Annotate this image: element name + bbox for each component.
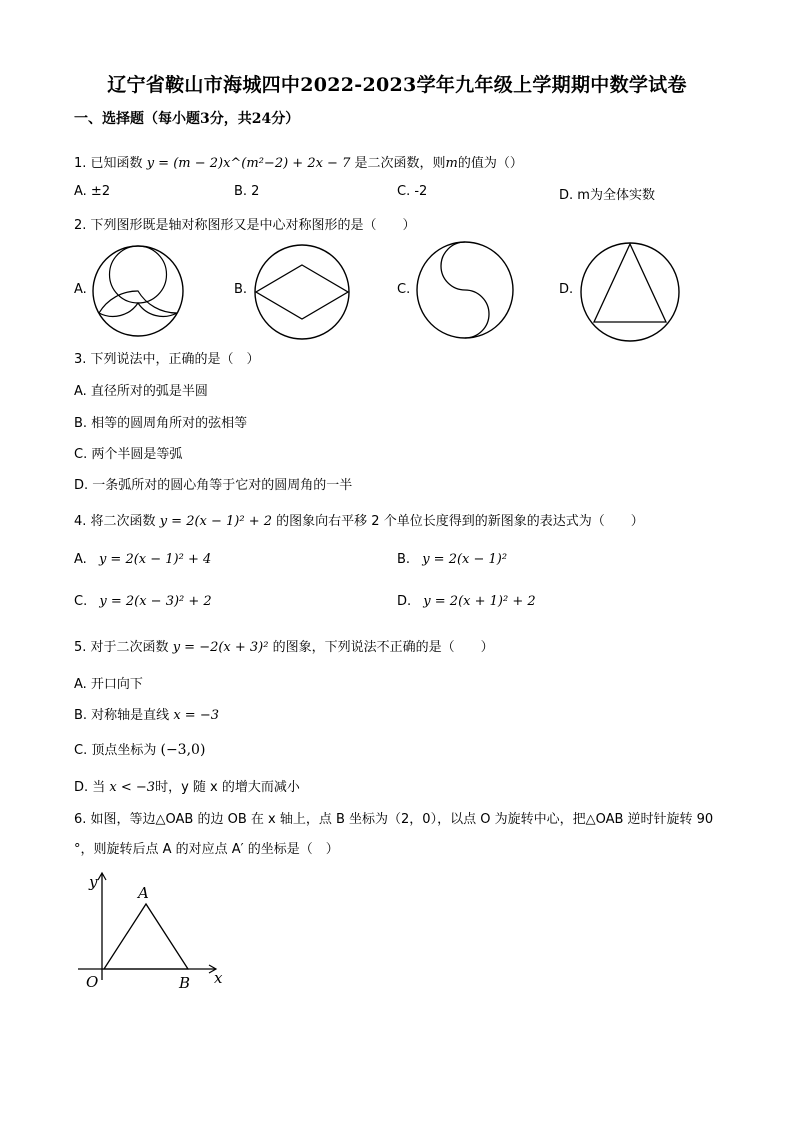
q4-option-b xyxy=(397,552,507,567)
triangle-oab xyxy=(104,904,188,969)
q4-option-a-label: A. xyxy=(74,552,87,567)
q4-option-a xyxy=(74,552,211,567)
q4-option-b-label: B. xyxy=(397,552,411,567)
question-6-line-1: 6. 如图，等边△OAB 的边 OB 在 x 轴上，点 B 坐标为（2，0），以点 O 为旋转中心，把△OAB 逆时针旋转 90 xyxy=(74,812,714,827)
section-heading: 一、选择题（每小题3分，共24分） xyxy=(74,111,300,127)
q5-option-b xyxy=(74,704,219,723)
q4-suffix: 的图象向右平移 2 个单位长度得到的新图象的表达式为（ ） xyxy=(276,514,644,529)
question-2: 2. 下列图形既是轴对称图形又是中心对称图形的是（ ） xyxy=(74,218,416,233)
point-b-label: B xyxy=(179,974,191,992)
q4-formula: y = 2(x − 1)² + 2 xyxy=(159,514,273,529)
question-5 xyxy=(74,636,494,655)
q5-option-d-math: x < −3 xyxy=(109,780,156,795)
q5-option-d xyxy=(74,776,300,795)
q5-option-a-label: A. 开口向下 xyxy=(74,677,143,692)
q5-option-b-label: B. 对称轴是直线 xyxy=(74,708,170,723)
q3-option-d: D. 一条弧所对的圆心角等于它对的圆周角的一半 xyxy=(74,478,353,493)
q1-option-a: A. ±2 xyxy=(74,184,111,199)
figure-rhombus xyxy=(252,242,352,342)
q4-option-c-label: C. xyxy=(74,594,88,609)
q3-option-c: C. 两个半圆是等弧 xyxy=(74,447,183,462)
page-title: 辽宁省鞍山市海城四中2022-2023学年九年级上学期期中数学试卷 xyxy=(107,74,687,96)
q5-option-a xyxy=(74,673,143,692)
q1-option-d: D. m为全体实数 xyxy=(559,188,655,203)
q5-formula: y = −2(x + 3)² xyxy=(172,640,269,655)
q1-option-b: B. 2 xyxy=(234,184,260,199)
question-1 xyxy=(74,152,523,171)
question-3: 3. 下列说法中，正确的是（ ） xyxy=(74,352,260,367)
q5-option-c-label: C. 顶点坐标为 xyxy=(74,743,157,758)
figure-triangle-axes xyxy=(76,870,236,995)
figure-yin-yang xyxy=(415,240,515,340)
x-axis-label: x xyxy=(214,969,223,987)
figure-triangle-in-circle xyxy=(578,240,682,344)
point-a-label: A xyxy=(138,884,149,902)
q1-var: m xyxy=(445,156,458,171)
q2-label-a: A. xyxy=(74,282,87,297)
q5-prefix: 5. 对于二次函数 xyxy=(74,640,169,655)
figure-three-arcs xyxy=(90,243,186,339)
q1-suffix: 是二次函数，则 xyxy=(354,156,446,171)
question-4 xyxy=(74,510,644,529)
q1-option-c: C. -2 xyxy=(397,184,428,199)
q1-prefix: 1. 已知函数 xyxy=(74,156,143,171)
q2-label-d: D. xyxy=(559,282,574,297)
q4-prefix: 4. 将二次函数 xyxy=(74,514,156,529)
q2-label-b: B. xyxy=(234,282,248,297)
q4-option-c xyxy=(74,594,212,609)
y-axis-label: y xyxy=(89,873,98,891)
q5-option-c xyxy=(74,739,205,758)
q5-option-c-math: (−3,0) xyxy=(160,742,206,758)
q5-option-d-label: D. 当 xyxy=(74,780,106,795)
q3-option-a: A. 直径所对的弧是半圆 xyxy=(74,384,208,399)
q4-option-d-formula: y = 2(x + 1)² + 2 xyxy=(423,594,536,609)
q1-formula: y = (m − 2)x^(m²−2) + 2x − 7 xyxy=(146,156,351,171)
question-6-line-2: °，则旋转后点 A 的对应点 A′ 的坐标是（ ） xyxy=(74,842,339,857)
q4-option-d xyxy=(397,594,536,609)
point-o-label: O xyxy=(86,973,99,991)
q4-option-d-label: D. xyxy=(397,594,412,609)
q2-label-c: C. xyxy=(397,282,411,297)
q1-suffix2: 的值为（） xyxy=(457,156,523,171)
q5-option-b-math: x = −3 xyxy=(173,708,219,723)
q5-suffix: 的图象，下列说法不正确的是（ ） xyxy=(272,640,494,655)
q4-option-c-formula: y = 2(x − 3)² + 2 xyxy=(99,594,212,609)
q4-option-a-formula: y = 2(x − 1)² + 4 xyxy=(98,552,212,567)
q3-option-b: B. 相等的圆周角所对的弦相等 xyxy=(74,416,248,431)
q4-option-b-formula: y = 2(x − 1)² xyxy=(422,552,508,567)
q5-option-d-rest: 时，y 随 x 的增大而减小 xyxy=(155,780,300,795)
